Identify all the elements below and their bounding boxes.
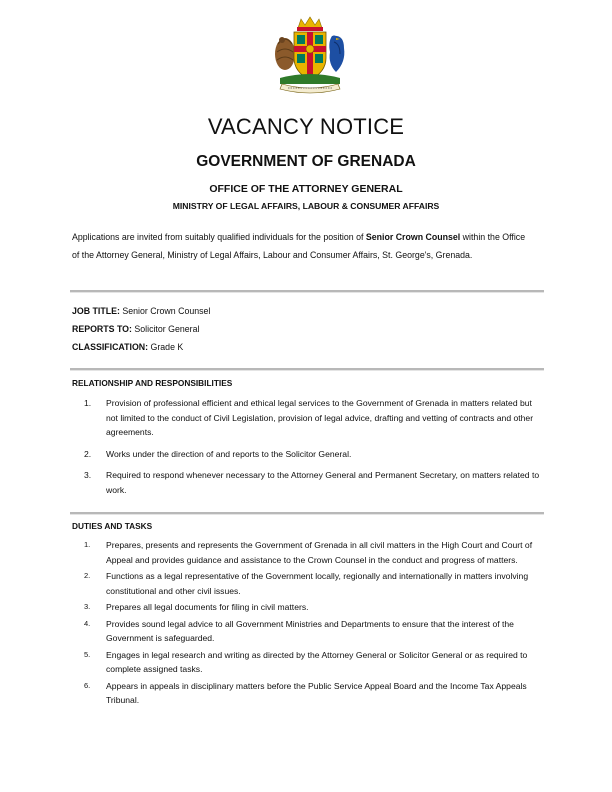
intro-paragraph <box>72 228 527 264</box>
item-text: Prepares all legal documents for filing in civil matters. <box>106 602 309 612</box>
list-item <box>84 648 540 677</box>
job-title-field <box>72 306 210 316</box>
section-divider <box>70 512 544 515</box>
item-number: 1. <box>84 540 91 549</box>
item-text: Required to respond whenever necessary to the Attorney General and Permanent Secretary, on matters related to work. <box>106 470 540 495</box>
item-text: Functions as a legal representative of the Government locally, regionally and internationally in matters involving constitutional and other civil issues. <box>106 571 529 596</box>
item-number: 2. <box>84 448 92 459</box>
list-item <box>84 617 540 646</box>
item-number: 3. <box>84 470 92 480</box>
list-item <box>84 679 540 708</box>
item-number: 1. <box>84 398 92 408</box>
list-item <box>84 447 540 462</box>
ministry-heading: MINISTRY OF LEGAL AFFAIRS, LABOUR & CONSUMER AFFAIRS <box>172 201 440 211</box>
item-number: 6. <box>84 680 91 690</box>
government-heading: GOVERNMENT OF GRENADA <box>196 153 416 170</box>
item-text: Works under the direction of and reports to the Solicitor General. <box>106 448 352 459</box>
list-item <box>84 538 540 567</box>
reports-to-field <box>72 324 199 334</box>
item-text: Prepares, presents and represents the Government of Grenada in all civil matters in the High Court and Court of Appeal and provides guidance and assistance to the Crown Counsel in the conduct and progress of matters. <box>106 540 533 565</box>
section-divider <box>70 368 544 371</box>
item-number: 3. <box>84 602 91 611</box>
classification-label: CLASSIFICATION: <box>72 342 149 352</box>
intro-text-after: within the Office of the Attorney General, Ministry of Legal Affairs, Labour and Consumer Affairs, St. George's, Grenada. <box>72 232 526 260</box>
classification-value: Grade K <box>148 342 184 352</box>
item-text: Engages in legal research and writing as directed by the Attorney General or Solicitor General or as required to complete assigned tasks. <box>106 649 528 674</box>
grenada-coat-of-arms-icon <box>270 14 350 96</box>
list-item <box>84 468 540 497</box>
duties-list <box>84 538 540 710</box>
reports-to-label: REPORTS TO: <box>72 324 132 334</box>
job-title-value: Senior Crown Counsel <box>119 306 211 316</box>
item-number: 2. <box>84 571 91 580</box>
item-text: Provides sound legal advice to all Government Ministries and Departments to ensure that the interest of the Government is safeguarded. <box>106 618 514 643</box>
list-item <box>84 396 540 440</box>
item-text: Appears in appeals in disciplinary matters before the Public Service Appeal Board and the Income Tax Appeals Tribunal. <box>106 680 527 705</box>
page-title: VACANCY NOTICE <box>207 114 405 139</box>
list-item <box>84 569 540 598</box>
classification-field <box>72 342 183 352</box>
job-title-label: JOB TITLE: <box>72 306 120 316</box>
item-number: 5. <box>84 649 91 659</box>
office-heading: OFFICE OF THE ATTORNEY GENERAL <box>209 183 403 195</box>
reports-to-value: Solicitor General <box>131 324 200 334</box>
item-number: 4. <box>84 618 91 628</box>
section-divider <box>70 290 544 293</box>
duties-heading: DUTIES AND TASKS <box>72 521 153 531</box>
list-item <box>84 600 540 615</box>
item-text: Provision of professional efficient and ethical legal services to the Government of Grenada in matters related but not limited to the conduct of Civil Legislation, provision of legal advice, drafting and vetting of contracts and other agreements. <box>106 398 534 437</box>
intro-position-title: Senior Crown Counsel <box>365 232 461 242</box>
intro-text-before: Applications are invited from suitably qualified individuals for the position of <box>72 232 366 242</box>
relationship-list <box>84 396 540 504</box>
relationship-heading: RELATIONSHIP AND RESPONSIBILITIES <box>72 378 233 388</box>
